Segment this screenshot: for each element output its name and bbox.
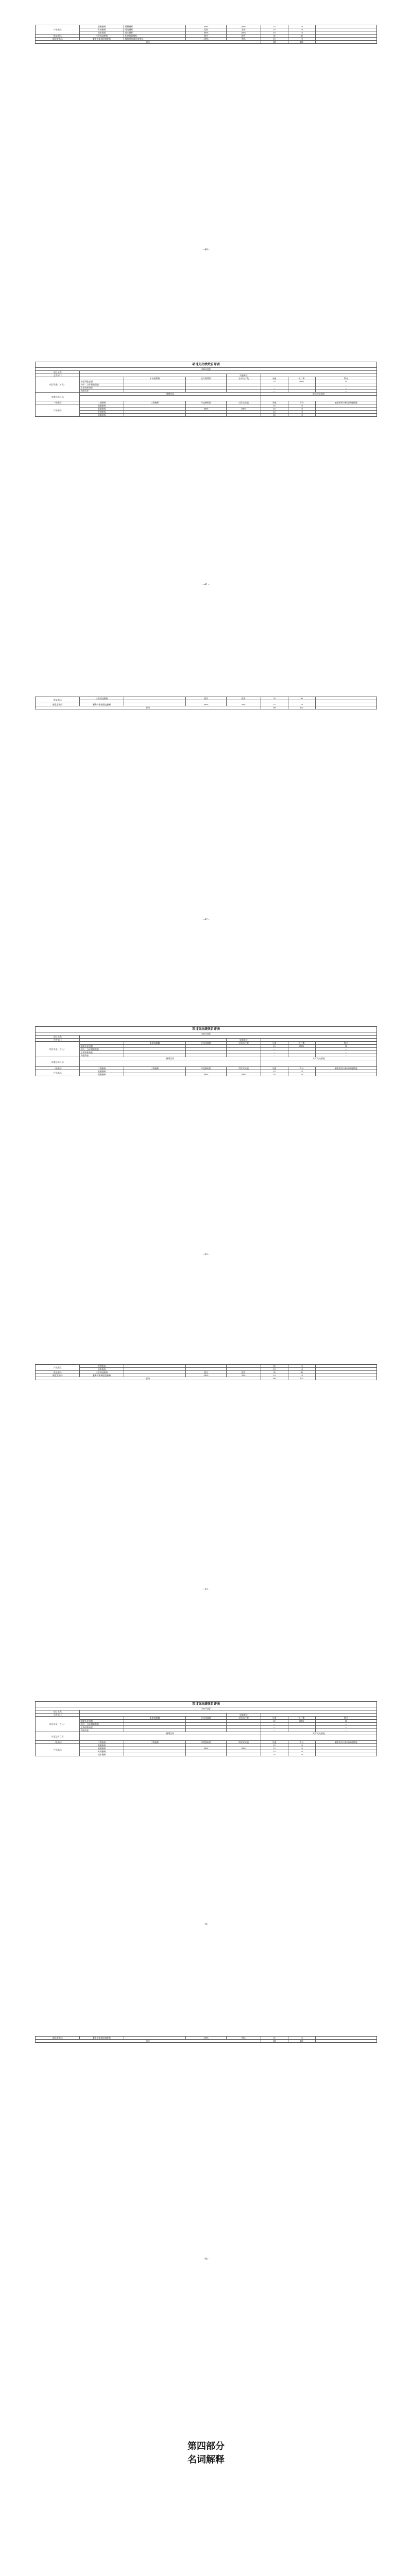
perf-table-continued: 产出指标 质量指标 质量指标 100% 100% 10 10 时效指标 时效指标 及时 及时 10 10 成本指标 成本指标 100% 100% 10 10 效益指标 社会效益指标 社会效益指标 提升 提升 30 30 满意度指标 服务对象满意度指标 服务对象满意度指标 ≥90% 95% 10 10 总分 100 100 <box>35 25 377 44</box>
perf-table: 项目支出绩效自评表 （2021年度） 项目名称 主管部门 实施单位 项目资金（万元） 年初预算数 全年预算数 全年执行数 分值 执行率 得分 年度资金总额 10 100% 10 其中：当年财政拨款 — — 上年结转资金 — — 其他资金 — — 年度总体目标 预期目标 实际完成情况 一级指标 二级指标 三级指标 年度指标值 实际完成值 分值 得分 偏差原因分析及改进措施 产出指标 数量指标 10 10 质量指标 100% 100% 10 10 <box>35 1026 377 1076</box>
table-title: 项目支出绩效自评表 <box>36 1702 377 1707</box>
page-number: - 44 - <box>202 1588 210 1591</box>
perf-table-continued: 效益指标 社会效益指标 提升 提升 30 30 满意度指标 服务对象满意度指标 ≥90% 95% 10 10 总分 100 100 <box>35 697 377 709</box>
page-46 <box>0 2009 412 2371</box>
page-43 <box>0 1005 412 1366</box>
page-42 <box>0 670 412 1031</box>
page-number: - 43 - <box>202 1253 210 1256</box>
page-45 <box>0 1674 412 2036</box>
page-number: - 41 - <box>202 583 210 586</box>
part-subheading: 名词解释 <box>187 2454 225 2465</box>
page-44 <box>0 1340 412 1701</box>
page-41 <box>0 335 412 697</box>
table-title: 项目支出绩效自评表 <box>36 1027 377 1032</box>
page-40 <box>0 0 412 362</box>
part-heading: 第四部分 <box>187 2441 225 2451</box>
perf-table-continued: 产出指标 时效指标 10 10 成本指标 10 10 效益指标 社会效益指标 提升 提升 30 30 满意度指标 服务对象满意度指标 ≥90% 95% 10 10 总分 100 100 <box>35 1364 377 1380</box>
page-number: - 42 - <box>202 918 210 921</box>
page-47 <box>0 2344 412 2576</box>
perf-table-continued: 满意度指标 服务对象满意度指标 ≥90% 95% 10 10 总分 100 100 <box>35 2036 377 2043</box>
page-number: - 46 - <box>202 2258 210 2261</box>
page-number: - 45 - <box>202 1923 210 1926</box>
perf-table: 项目支出绩效自评表 （2021年度） 项目名称 主管部门 实施单位 项目资金（万元） 年初预算数 全年预算数 全年执行数 分值 执行率 得分 年度资金总额 10 100% 10 其中：当年财政拨款 — — 上年结转资金 — — 其他资金 — — 年度总体目标 预期目标 实际完成情况 一级指标 二级指标 三级指标 年度指标值 实际完成值 分值 得分 偏差原因分析及改进措施 产出指标 数量指标 10 10 质量指标 100% 100% 10 10 时效指标 10 10 成本指标 10 10 <box>35 362 377 417</box>
perf-table: 项目支出绩效自评表 （2021年度） 项目名称 主管部门 实施单位 项目资金（万元） 年初预算数 全年预算数 全年执行数 分值 执行率 得分 年度资金总额 10 100% 10 其中：当年财政拨款 — — 上年结转资金 — — 其他资金 — — 年度总体目标 预期目标 实际完成情况 一级指标 二级指标 三级指标 年度指标值 实际完成值 分值 得分 偏差原因分析及改进措施 产出指标 数量指标 10 10 质量指标 100% 100% 10 10 时效指标 10 10 成本指标 10 10 <box>35 1701 377 1756</box>
table-title: 项目支出绩效自评表 <box>36 362 377 368</box>
page-number: - 40 - <box>202 248 210 251</box>
